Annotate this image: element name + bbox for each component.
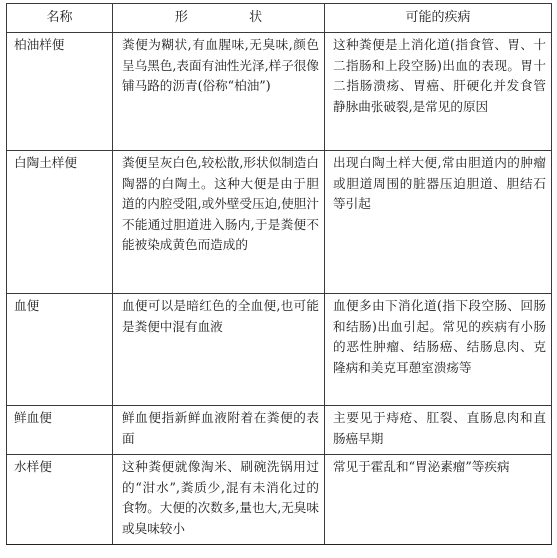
stool-name-cell: 柏油样便 [7,33,113,151]
stool-shape-cell: 粪便为糊状,有血腥味,无臭味,颜色呈乌黑色,表面有油性光泽,样子很像铺马路的沥青(俗称“柏油”) [113,33,325,151]
possible-disease-cell: 常见于霍乱和“胃泌素瘤”等疾病 [325,455,552,545]
stool-shape-cell: 这种粪便就像淘米、刷碗洗锅用过的“泔水”,粪质少,混有未消化过的食物。大便的次数多,量也大,无臭味或臭味较小 [113,455,325,545]
stool-name-cell: 水样便 [7,455,113,545]
header-row [7,4,552,33]
header-shape: 形 状 [113,4,325,33]
table-body [7,33,552,545]
table-row [7,455,552,545]
possible-disease-cell: 这种粪便是上消化道(指食管、胃、十二指肠和上段空肠)出血的表现。胃十二指肠溃疡、胃癌、肝硬化并发食管静脉曲张破裂,是常见的原因 [325,33,552,151]
stool-shape-cell: 鲜血便指新鲜血液附着在粪便的表面 [113,406,325,455]
stool-name-cell: 血便 [7,294,113,406]
table-row [7,33,552,151]
stool-shape-cell: 血便可以是暗红色的全血便,也可能是粪便中混有血液 [113,294,325,406]
possible-disease-cell: 血便多由下消化道(指下段空肠、回肠和结肠)出血引起。常见的疾病有小肠的恶性肿瘤、结肠癌、结肠息肉、克隆病和美克耳憩室溃疡等 [325,294,552,406]
possible-disease-cell: 主要见于痔疮、肛裂、直肠息肉和直肠癌早期 [325,406,552,455]
stool-types-table [6,3,552,545]
table-row [7,294,552,406]
header-name: 名称 [7,4,113,33]
table-header [7,4,552,33]
header-disease: 可能的疾病 [325,4,552,33]
table-row [7,151,552,294]
table-row [7,406,552,455]
stool-name-cell: 鲜血便 [7,406,113,455]
stool-name-cell: 白陶土样便 [7,151,113,294]
stool-shape-cell: 粪便呈灰白色,较松散,形状似制造白陶器的白陶土。这种大便是由于胆道的内腔受阻,或外壁受压迫,使胆汁不能通过胆道进入肠内,于是粪便不能被染成黄色而造成的 [113,151,325,294]
possible-disease-cell: 出现白陶土样大便,常由胆道内的肿瘤或胆道周围的脏器压迫胆道、胆结石等引起 [325,151,552,294]
